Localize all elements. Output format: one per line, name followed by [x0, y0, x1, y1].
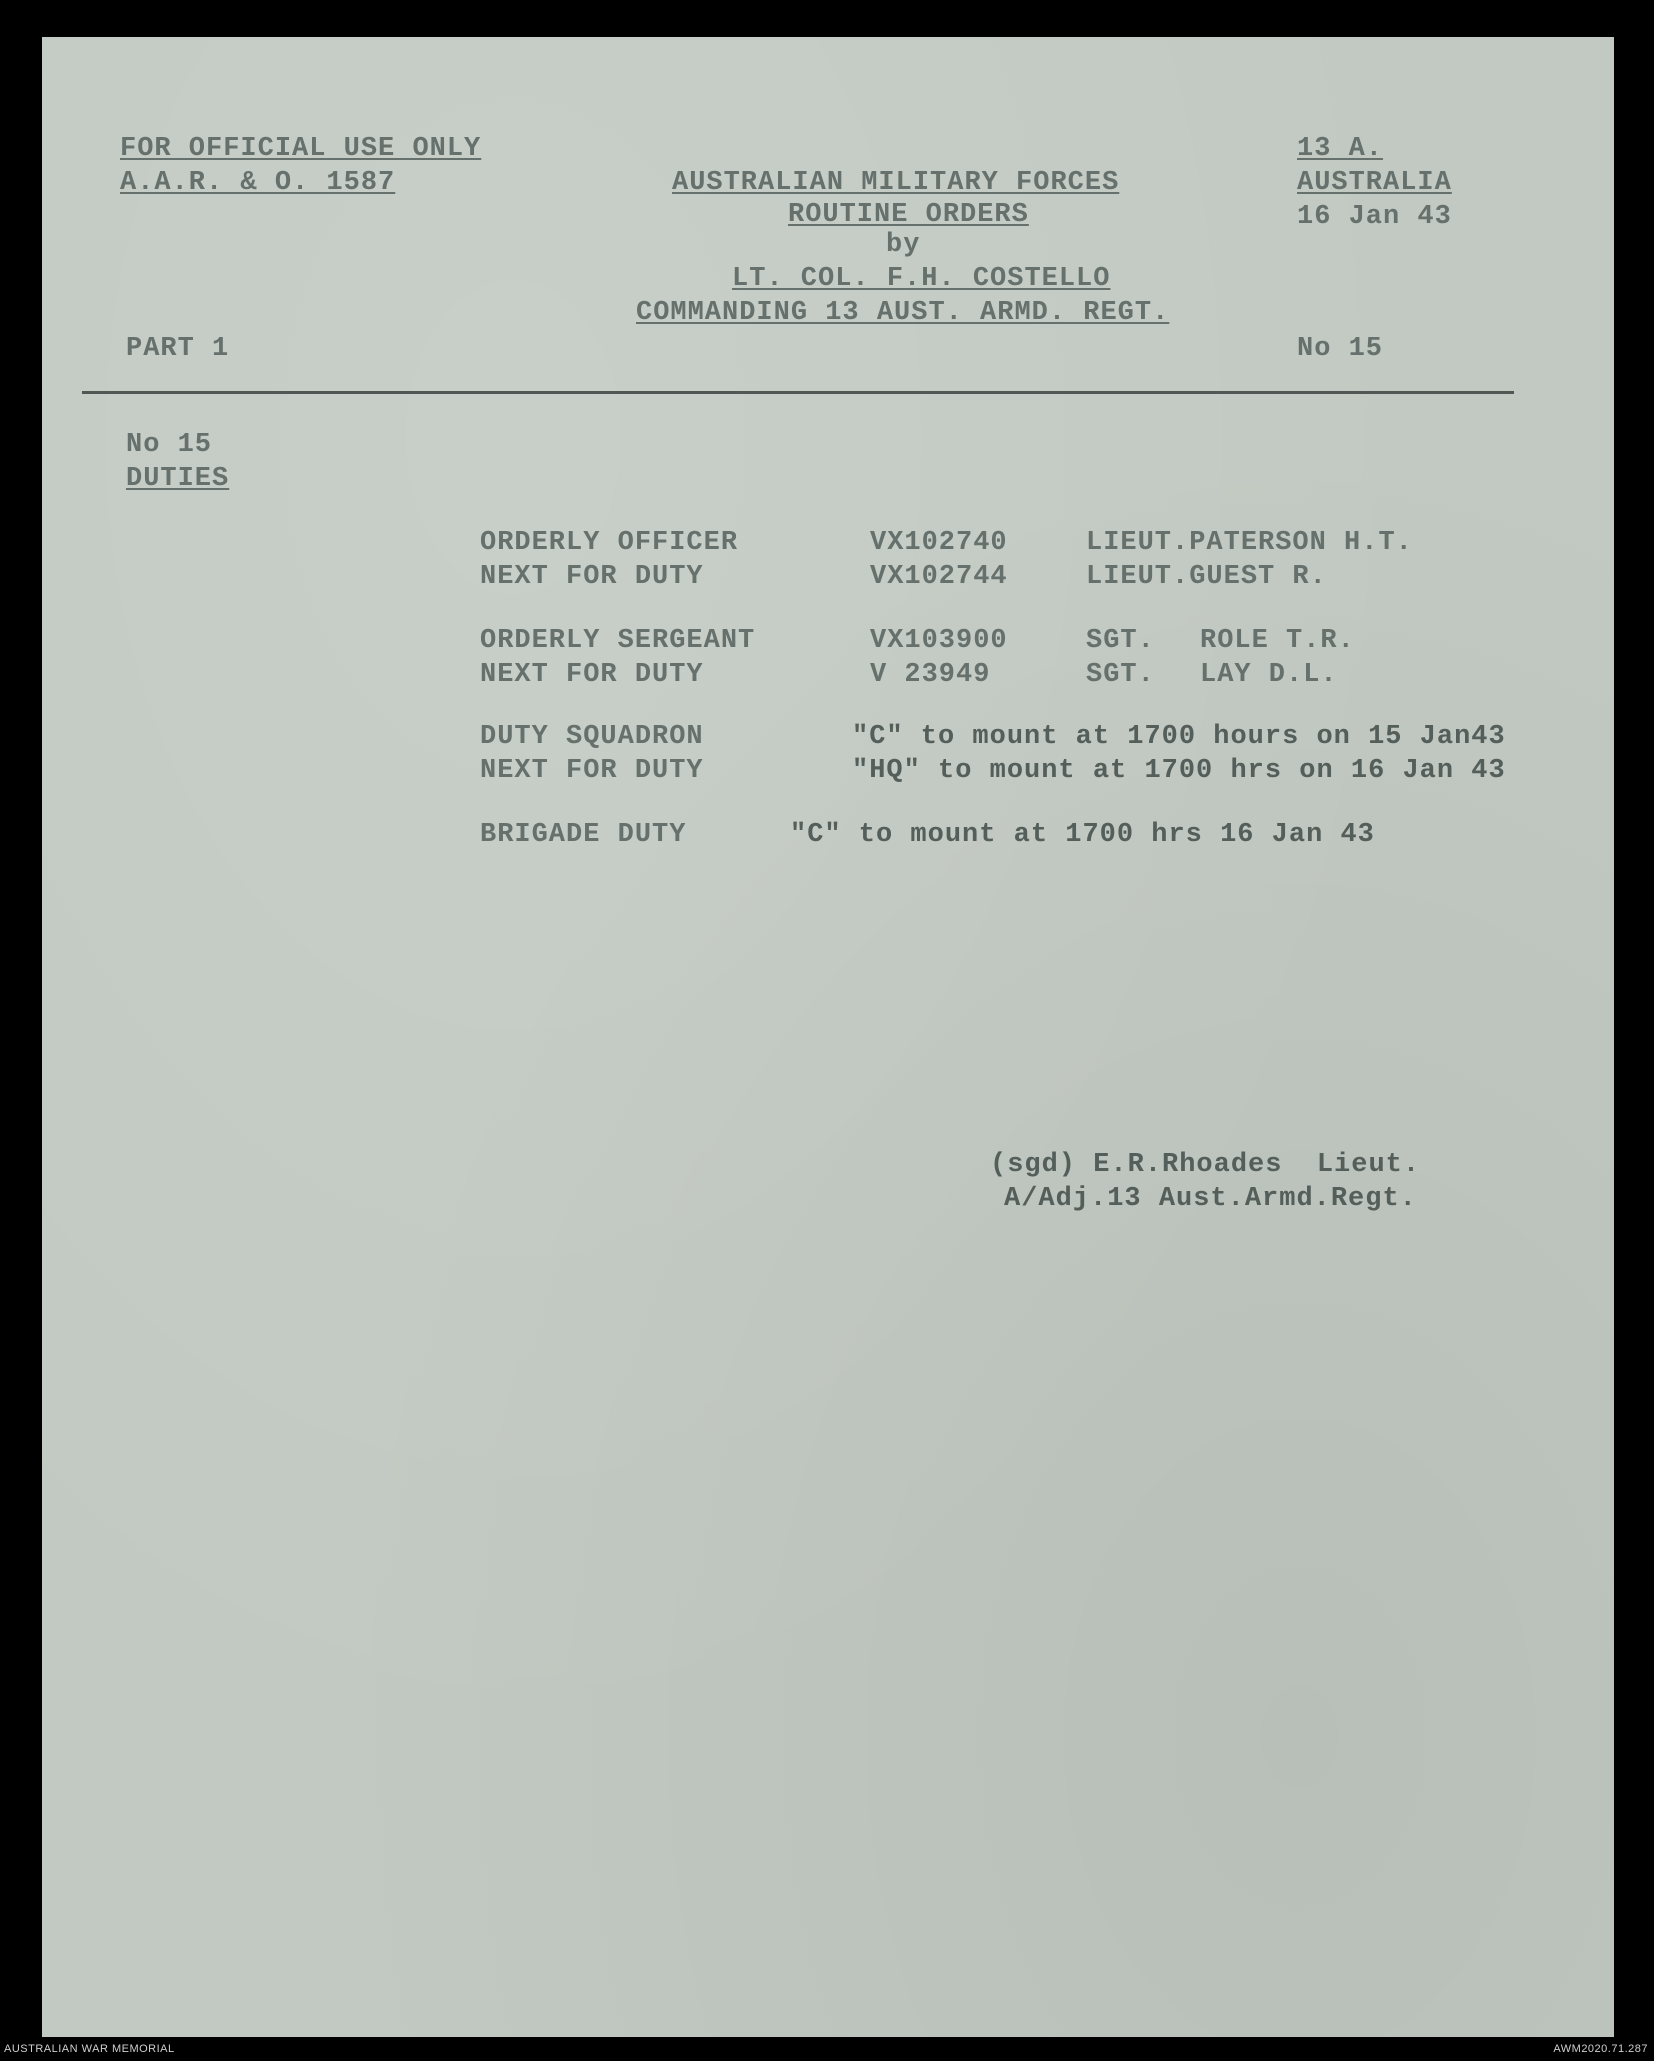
duty-role: ORDERLY SERGEANT	[480, 626, 756, 656]
signature-line: (sgd) E.R.Rhoades Lieut.	[990, 1150, 1421, 1180]
unit-designation: 13 A.	[1297, 134, 1384, 164]
duty-role: ORDERLY OFFICER	[480, 528, 739, 558]
command-unit: COMMANDING 13 AUST. ARMD. REGT.	[636, 298, 1170, 328]
document-subtitle: ROUTINE ORDERS	[788, 200, 1029, 230]
officer-name: LIEUT.GUEST R.	[1086, 562, 1327, 592]
title-by: by	[886, 230, 921, 260]
commanding-officer: LT. COL. F.H. COSTELLO	[732, 264, 1111, 294]
duty-detail: "HQ" to mount at 1700 hrs on 16 Jan 43	[852, 756, 1506, 786]
archive-reference: AWM2020.71.287	[1553, 2043, 1648, 2055]
duty-role: DUTY SQUADRON	[480, 722, 704, 752]
signature-title: A/Adj.13 Aust.Armd.Regt.	[1004, 1184, 1417, 1214]
rank: SGT.	[1086, 660, 1155, 690]
reference-number: A.A.R. & O. 1587	[120, 168, 396, 198]
duty-detail: "C" to mount at 1700 hrs 16 Jan 43	[790, 820, 1375, 850]
officer-name: LIEUT.PATERSON H.T.	[1086, 528, 1413, 558]
location: AUSTRALIA	[1297, 168, 1452, 198]
order-date: 16 Jan 43	[1297, 202, 1452, 232]
security-classification: FOR OFFICIAL USE ONLY	[120, 134, 482, 164]
sergeant-name: ROLE T.R.	[1200, 626, 1355, 656]
service-number: VX103900	[870, 626, 1008, 656]
document-title: AUSTRALIAN MILITARY FORCES	[672, 168, 1120, 198]
service-number: V 23949	[870, 660, 991, 690]
archive-credit: AUSTRALIAN WAR MEMORIAL	[4, 2043, 175, 2055]
duty-detail: "C" to mount at 1700 hours on 15 Jan43	[852, 722, 1506, 752]
section-number: No 15	[126, 430, 213, 460]
service-number: VX102744	[870, 562, 1008, 592]
part-label: PART 1	[126, 334, 230, 364]
duty-role: BRIGADE DUTY	[480, 820, 687, 850]
service-number: VX102740	[870, 528, 1008, 558]
duty-role: NEXT FOR DUTY	[480, 562, 704, 592]
header-rule	[82, 391, 1514, 394]
sergeant-name: LAY D.L.	[1200, 660, 1338, 690]
duty-role: NEXT FOR DUTY	[480, 756, 704, 786]
section-title: DUTIES	[126, 464, 230, 494]
order-number: No 15	[1297, 334, 1384, 364]
duty-role: NEXT FOR DUTY	[480, 660, 704, 690]
rank: SGT.	[1086, 626, 1155, 656]
